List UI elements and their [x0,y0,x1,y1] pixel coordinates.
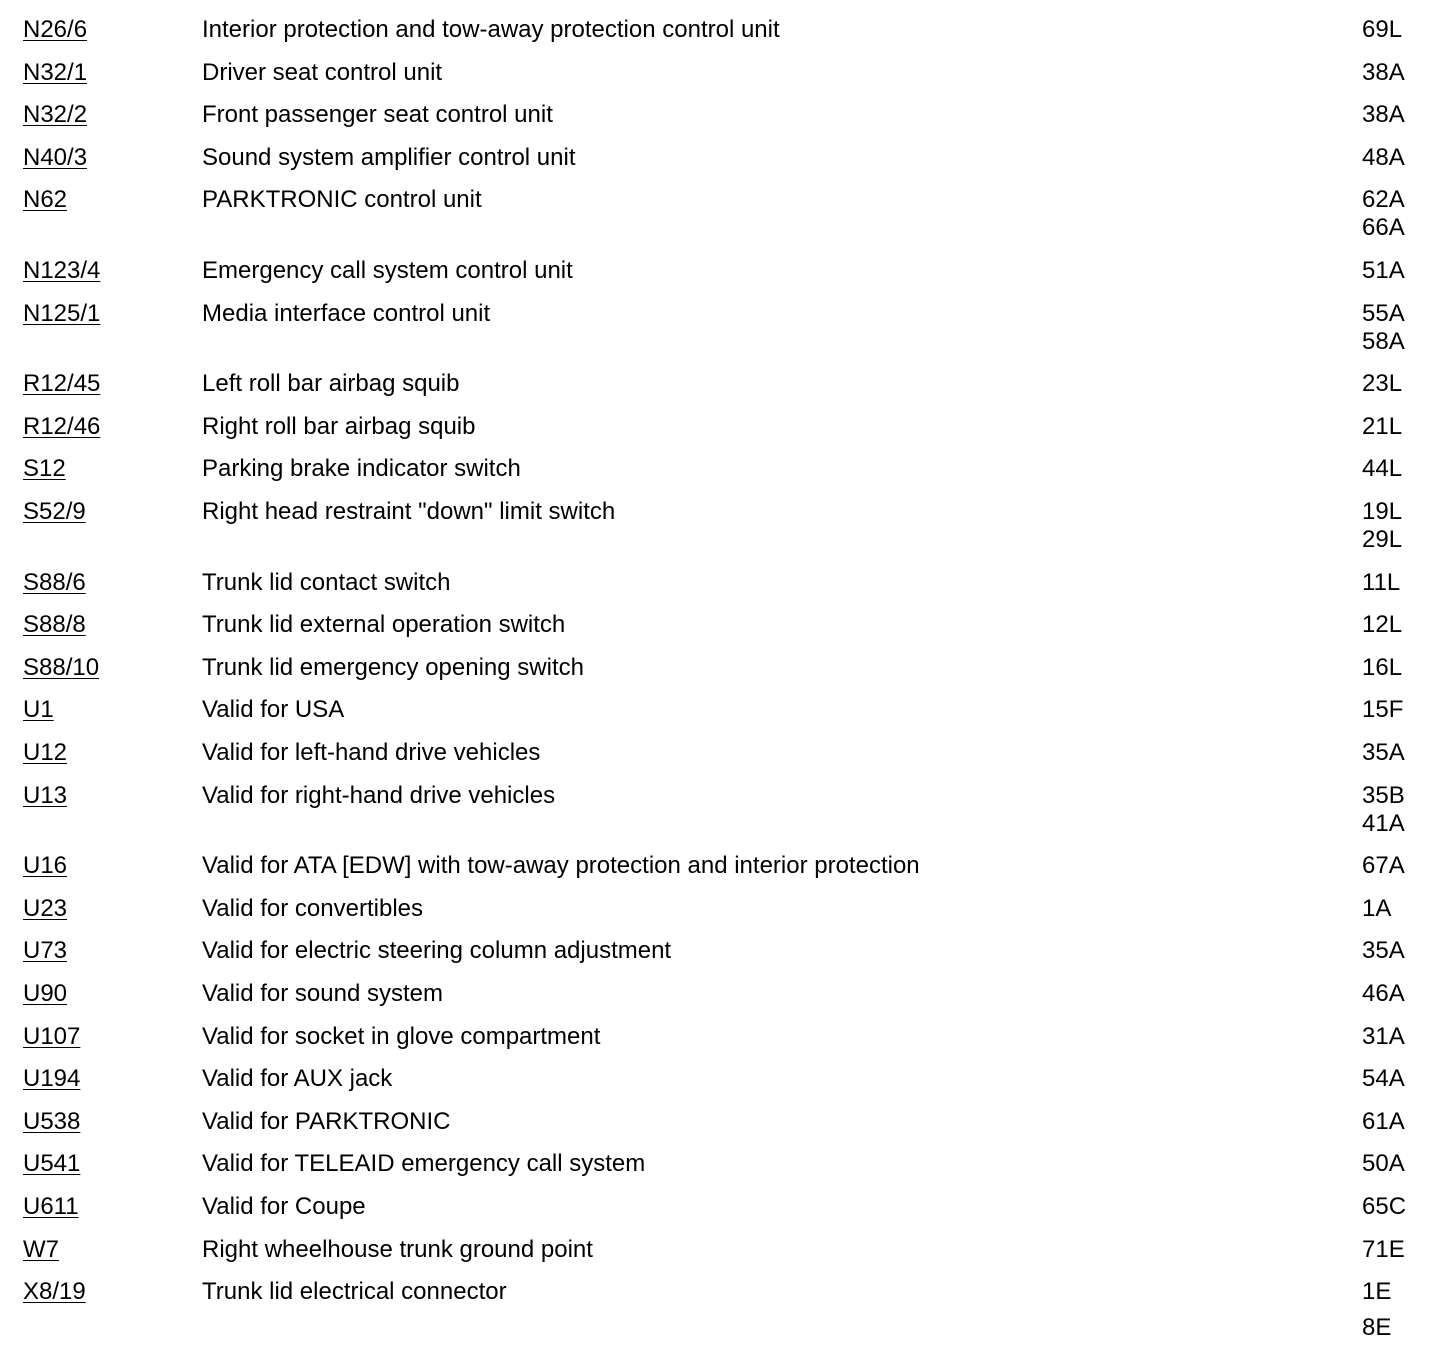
grid-references [1362,300,1405,356]
component-description: Left roll bar airbag squib [202,370,460,398]
component-description: Right roll bar airbag squib [202,412,476,440]
grid-reference: 55A [1362,299,1405,327]
component-description: Valid for ATA [EDW] with tow-away protection and interior protection [202,852,920,880]
grid-references [1362,696,1403,724]
grid-reference: 11L [1362,568,1401,596]
component-description: Parking brake indicator switch [202,455,521,483]
grid-references [1362,370,1402,398]
grid-references [1362,101,1405,129]
component-code-link[interactable]: U194 [23,1065,81,1093]
component-description: Media interface control unit [202,299,491,327]
component-description: Valid for convertibles [202,894,423,922]
component-description: Valid for PARKTRONIC [202,1107,451,1135]
grid-references [1362,498,1402,554]
component-description: Valid for USA [202,696,345,724]
grid-reference: 46A [1362,980,1405,1007]
grid-references [1362,980,1405,1008]
component-code-link[interactable]: U541 [23,1150,81,1178]
grid-reference: 38A [1362,58,1405,86]
grid-references [1362,1236,1405,1264]
grid-reference: 29L [1362,526,1403,553]
grid-references [1362,1150,1405,1178]
grid-references [1362,937,1405,965]
component-code-link[interactable]: U611 [23,1193,79,1220]
grid-references [1362,852,1405,880]
grid-references [1362,257,1405,285]
grid-reference: 62A [1362,186,1405,214]
component-description: Trunk lid external operation switch [202,611,566,639]
component-code-link[interactable]: N40/3 [23,143,88,171]
component-code-link[interactable]: R12/45 [23,370,101,398]
grid-reference: 65C [1362,1193,1407,1220]
component-code-link[interactable]: S52/9 [23,498,86,525]
grid-references [1362,1065,1405,1093]
component-description: Valid for left-hand drive vehicles [202,739,541,766]
grid-references [1362,569,1400,597]
grid-reference: 16L [1362,653,1403,681]
grid-reference: 35A [1362,739,1405,766]
component-description: Valid for electric steering column adjustment [202,937,672,965]
grid-references [1362,144,1405,172]
grid-reference: 1E [1362,1278,1392,1306]
component-code-link[interactable]: S88/8 [23,611,86,639]
component-code-link[interactable]: U538 [23,1107,81,1135]
component-description: Trunk lid contact switch [202,568,451,596]
component-code-link[interactable]: N125/1 [23,299,101,327]
component-code-link[interactable]: N32/1 [23,58,88,86]
component-description: Right head restraint "down" limit switch [202,498,616,525]
grid-reference: 67A [1362,852,1405,880]
component-description: Interior protection and tow-away protection control unit [202,16,780,43]
grid-reference: 54A [1362,1065,1405,1093]
component-code-link[interactable]: U23 [23,894,68,922]
grid-references [1362,1278,1391,1342]
component-code-link[interactable]: U13 [23,781,68,809]
component-description: Valid for TELEAID emergency call system [202,1150,646,1178]
grid-reference: 41A [1362,809,1405,837]
component-description: Trunk lid electrical connector [202,1278,507,1306]
grid-reference: 48A [1362,143,1405,171]
component-code-link[interactable]: N62 [23,186,68,214]
component-code-link[interactable]: U90 [23,980,68,1007]
grid-references [1362,186,1405,242]
component-code-link[interactable]: N123/4 [23,257,101,284]
grid-reference: 8E [1362,1314,1392,1342]
component-description: Sound system amplifier control unit [202,143,576,171]
grid-references [1362,16,1402,44]
component-description: Front passenger seat control unit [202,101,553,129]
component-code-link[interactable]: S88/10 [23,653,100,681]
component-code-link[interactable]: W7 [23,1235,59,1263]
grid-reference: 58A [1362,327,1405,355]
component-code-link[interactable]: R12/46 [23,412,101,440]
component-code-link[interactable]: U1 [23,696,54,724]
grid-references [1362,413,1402,441]
grid-reference: 31A [1362,1022,1405,1050]
grid-references [1362,739,1405,767]
grid-reference: 50A [1362,1150,1405,1178]
component-description: Right wheelhouse trunk ground point [202,1235,593,1263]
component-code-link[interactable]: U73 [23,937,68,965]
component-description: PARKTRONIC control unit [202,186,482,214]
component-description: Valid for right-hand drive vehicles [202,781,556,809]
grid-references [1362,59,1405,87]
grid-reference: 35B [1362,781,1405,809]
component-code-link[interactable]: U16 [23,852,68,880]
grid-reference: 71E [1362,1235,1405,1263]
grid-reference: 23L [1362,370,1403,398]
grid-references [1362,1193,1406,1221]
grid-reference: 51A [1362,257,1405,284]
grid-reference: 44L [1362,455,1403,483]
component-description: Valid for AUX jack [202,1065,393,1093]
component-code-link[interactable]: N26/6 [23,16,88,43]
component-description: Driver seat control unit [202,58,443,86]
grid-references [1362,1023,1405,1051]
grid-references [1362,1108,1405,1136]
grid-reference: 12L [1362,611,1403,639]
component-code-link[interactable]: X8/19 [23,1278,86,1306]
component-code-link[interactable]: U107 [23,1022,81,1050]
grid-reference: 66A [1362,214,1405,242]
grid-references [1362,782,1405,838]
grid-references [1362,455,1402,483]
grid-references [1362,654,1402,682]
component-description: Valid for socket in glove compartment [202,1022,601,1050]
component-code-link[interactable]: N32/2 [23,101,88,129]
component-code-link[interactable]: U12 [23,739,68,766]
grid-reference: 38A [1362,101,1405,129]
grid-references [1362,895,1391,923]
component-description: Trunk lid emergency opening switch [202,653,584,681]
component-description: Emergency call system control unit [202,257,573,284]
grid-reference: 19L [1362,498,1403,525]
grid-reference: 61A [1362,1107,1405,1135]
grid-reference: 15F [1362,696,1404,724]
grid-references [1362,611,1402,639]
component-code-link[interactable]: S12 [23,455,66,483]
component-code-link[interactable]: S88/6 [23,568,86,596]
grid-reference: 21L [1362,412,1403,440]
component-description: Valid for Coupe [202,1193,366,1220]
component-description: Valid for sound system [202,980,443,1007]
grid-reference: 1A [1362,894,1392,922]
grid-reference: 35A [1362,937,1405,965]
grid-reference: 69L [1362,16,1403,43]
